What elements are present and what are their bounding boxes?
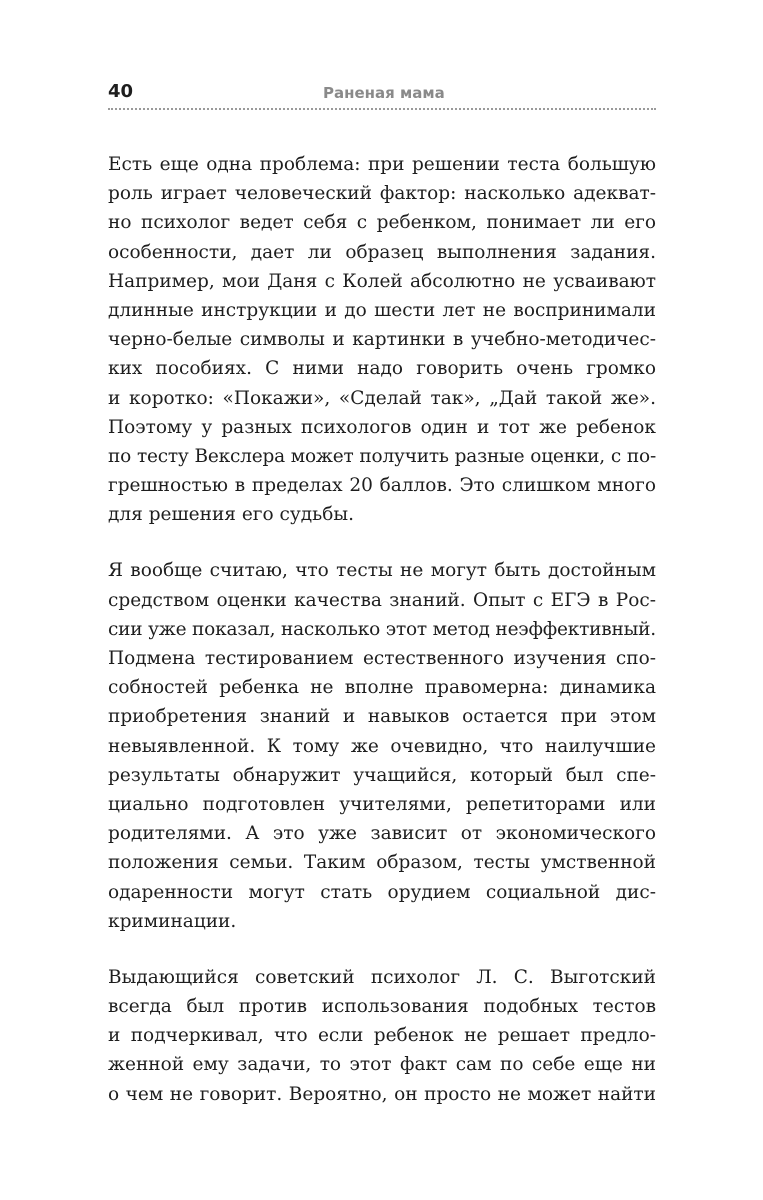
paragraph-1 <box>108 150 656 529</box>
body-text <box>108 150 656 1109</box>
text-line: но психолог ведет себя с ребенком, понимает ли его <box>108 212 656 234</box>
text-line: Например, мои Даня с Колей абсолютно не усваивают <box>108 270 656 292</box>
text-line: средством оценки качества знаний. Опыт с ЕГЭ в Рос- <box>108 589 656 611</box>
text-line: особенности, дает ли образец выполнения задания. <box>108 241 656 263</box>
text-line: криминации. <box>108 910 237 932</box>
text-line: по тесту Векслера может получить разные оценки, с по- <box>108 445 656 467</box>
text-line: положения семьи. Таким образом, тесты умственной <box>108 852 656 874</box>
paragraph-3 <box>108 963 656 1109</box>
text-line: и коротко: «Покажи», «Сделай так», „Дай такой же». <box>108 387 656 409</box>
text-line: сии уже показал, насколько этот метод неэффективный. <box>108 618 656 640</box>
text-line: о чем не говорит. Вероятно, он просто не может найти <box>108 1083 656 1105</box>
paragraph-gap <box>108 529 656 556</box>
text-line: приобретения знаний и навыков остается при этом <box>108 706 656 728</box>
text-line: результаты обнаружит учащийся, который был спе- <box>108 764 656 786</box>
header-divider <box>108 108 656 110</box>
text-line: Подмена тестированием естественного изучения спо- <box>108 648 656 669</box>
text-line: невыявленной. К тому же очевидно, что наилучшие <box>108 735 656 757</box>
page-number: 40 <box>108 81 134 102</box>
text-line: роль играет человеческий фактор: насколько адекват- <box>108 183 656 205</box>
text-line: длинные инструкции и до шести лет не воспринимали <box>108 299 656 321</box>
text-line: Есть еще одна проблема: при решении теста большую <box>108 154 656 175</box>
paragraph-2 <box>108 556 656 935</box>
page-header <box>108 80 656 106</box>
text-line: одаренности могут стать орудием социальной дис- <box>108 881 656 903</box>
text-line: собностей ребенка не вполне правомерна: динамика <box>108 677 656 699</box>
text-line: всегда был против использования подобных тестов <box>108 996 656 1018</box>
running-title: Раненая мама <box>323 84 445 102</box>
paragraph-gap <box>108 936 656 963</box>
text-line: Я вообще считаю, что тесты не могут быть достойным <box>108 560 656 582</box>
text-line: для решения его судьбы. <box>108 504 354 526</box>
text-line: родителями. А это уже зависит от экономического <box>108 823 656 845</box>
text-line: и подчеркивал, что если ребенок не решает предло- <box>108 1025 656 1047</box>
text-line: Выдающийся советский психолог Л. С. Выготский <box>108 966 656 988</box>
text-line: черно-белые символы и картинки в учебно-методичес- <box>108 329 656 351</box>
text-line: грешностью в пределах 20 баллов. Это слишком много <box>108 475 656 497</box>
text-line: Поэтому у разных психологов один и тот же ребенок <box>108 416 656 438</box>
text-line: циально подготовлен учителями, репетиторами или <box>108 793 656 815</box>
text-line: женной ему задачи, то этот факт сам по себе еще ни <box>108 1054 656 1076</box>
text-line: ких пособиях. С ними надо говорить очень громко <box>108 358 656 380</box>
